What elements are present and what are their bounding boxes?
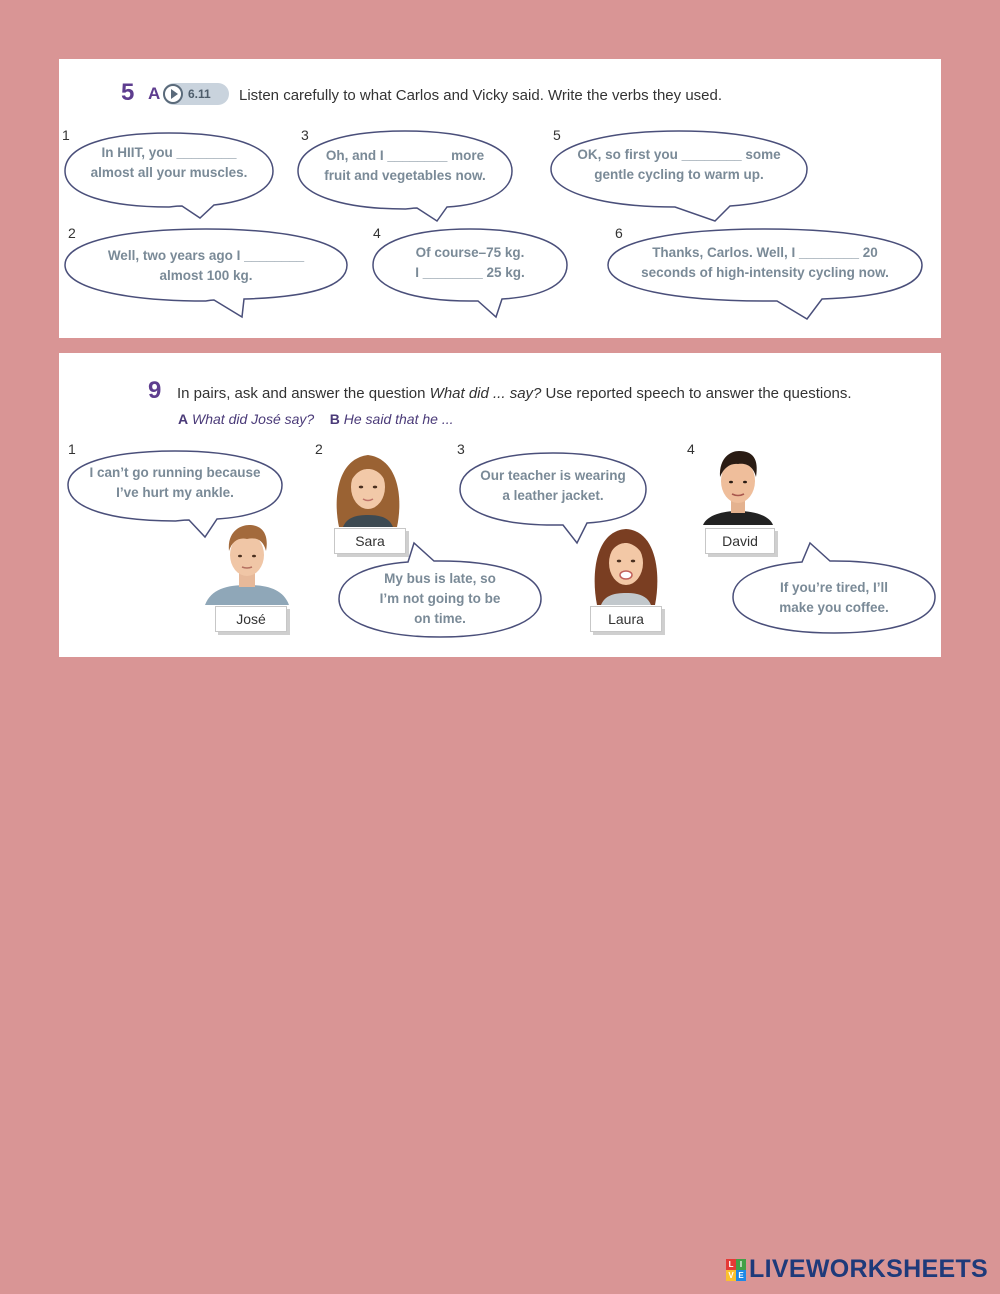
example-b-label: B [329,411,340,427]
person-portrait [205,523,289,605]
item-number: 3 [457,441,465,457]
speech-bubble [732,541,936,637]
bubble-line: Our teacher is wearing [480,468,626,483]
logo-mark-letter: V [726,1270,736,1281]
speech-bubble [607,227,923,319]
bubble-line: Of course–75 kg. [415,245,525,260]
bubble-line: seconds of high-intensity cycling now. [641,265,889,280]
item-number: 1 [68,441,76,457]
person-photo-jose [205,523,289,605]
speech-bubble [338,543,542,639]
item-number: 2 [315,441,323,457]
bubble-line: a leather jacket. [502,488,604,503]
person-portrait [703,449,773,525]
example-a-label: A [178,411,189,427]
bubble-line: make you coffee. [779,600,889,615]
exercise-number: 5 [121,79,135,106]
speech-bubble [64,227,348,317]
item-number: 1 [62,127,70,143]
audio-track-button[interactable] [163,83,229,105]
bubble-line: almost 100 kg. [159,268,253,283]
instruction-start: In pairs, ask and answer the question [177,385,430,402]
speech-bubble [372,227,568,319]
logo-mark-icon [726,1259,746,1281]
person-portrait [587,525,665,605]
bubble-line: Oh, and I ________ more [325,148,485,163]
bubble-line: almost all your muscles. [90,165,248,180]
exercise-number: 9 [148,377,162,404]
exercise-letter: A [148,84,161,103]
logo-mark-letter: E [736,1270,746,1281]
name-tag: Sara [334,528,406,554]
bubble-line: I’ve hurt my ankle. [116,485,234,500]
bubble-line: Well, two years ago I ________ [107,248,305,263]
bubble-line: Thanks, Carlos. Well, I ________ 20 [652,245,878,260]
bubble-line: I can’t go running because [89,465,261,480]
exercise-9-panel [59,353,941,657]
bubble-line: If you’re tired, I’ll [779,580,889,595]
item-number: 5 [553,127,561,143]
bubble-line: My bus is late, so [384,571,496,586]
item-number: 4 [687,441,695,457]
liveworksheets-logo [726,1255,988,1284]
name-tag: Laura [590,606,662,632]
exercise-instruction: Listen carefully to what Carlos and Vicky said. Write the verbs they used. [239,87,723,104]
bubble-line: on time. [414,611,466,626]
item-number: 3 [301,127,309,143]
bubble-line: I’m not going to be [379,591,501,606]
person-photo-sara [331,449,405,527]
item-number: 2 [68,225,76,241]
person-photo-david [703,449,773,525]
example-b-text: He said that he ... [343,411,454,427]
instruction-end: Use reported speech to answer the questions. [541,385,852,402]
bubble-line: In HIIT, you ________ [101,145,237,160]
person-portrait [331,449,405,527]
instruction-question: What did ... say? [429,385,542,402]
logo-mark-letter: I [736,1259,746,1270]
example-a-text: What did José say? [192,411,315,427]
item-number: 6 [615,225,623,241]
speech-bubble [297,129,513,221]
bubble-line: OK, so first you ________ some [577,147,781,162]
speech-bubble [550,129,808,221]
example-dialogue [178,411,454,427]
name-tag: José [215,606,287,632]
exercise-instruction [177,385,852,402]
bubble-line: gentle cycling to warm up. [594,167,764,182]
audio-track-label: 6.11 [188,87,211,101]
exercise-5-panel [59,59,941,338]
person-photo-laura [587,525,665,605]
name-tag: David [705,528,775,554]
play-icon [163,84,183,104]
speech-bubble [64,129,274,219]
item-number: 4 [373,225,381,241]
bubble-line: I ________ 25 kg. [415,265,525,280]
logo-mark-letter: L [726,1259,736,1270]
logo-text: LIVEWORKSHEETS [749,1255,988,1283]
bubble-line: fruit and vegetables now. [324,168,486,183]
